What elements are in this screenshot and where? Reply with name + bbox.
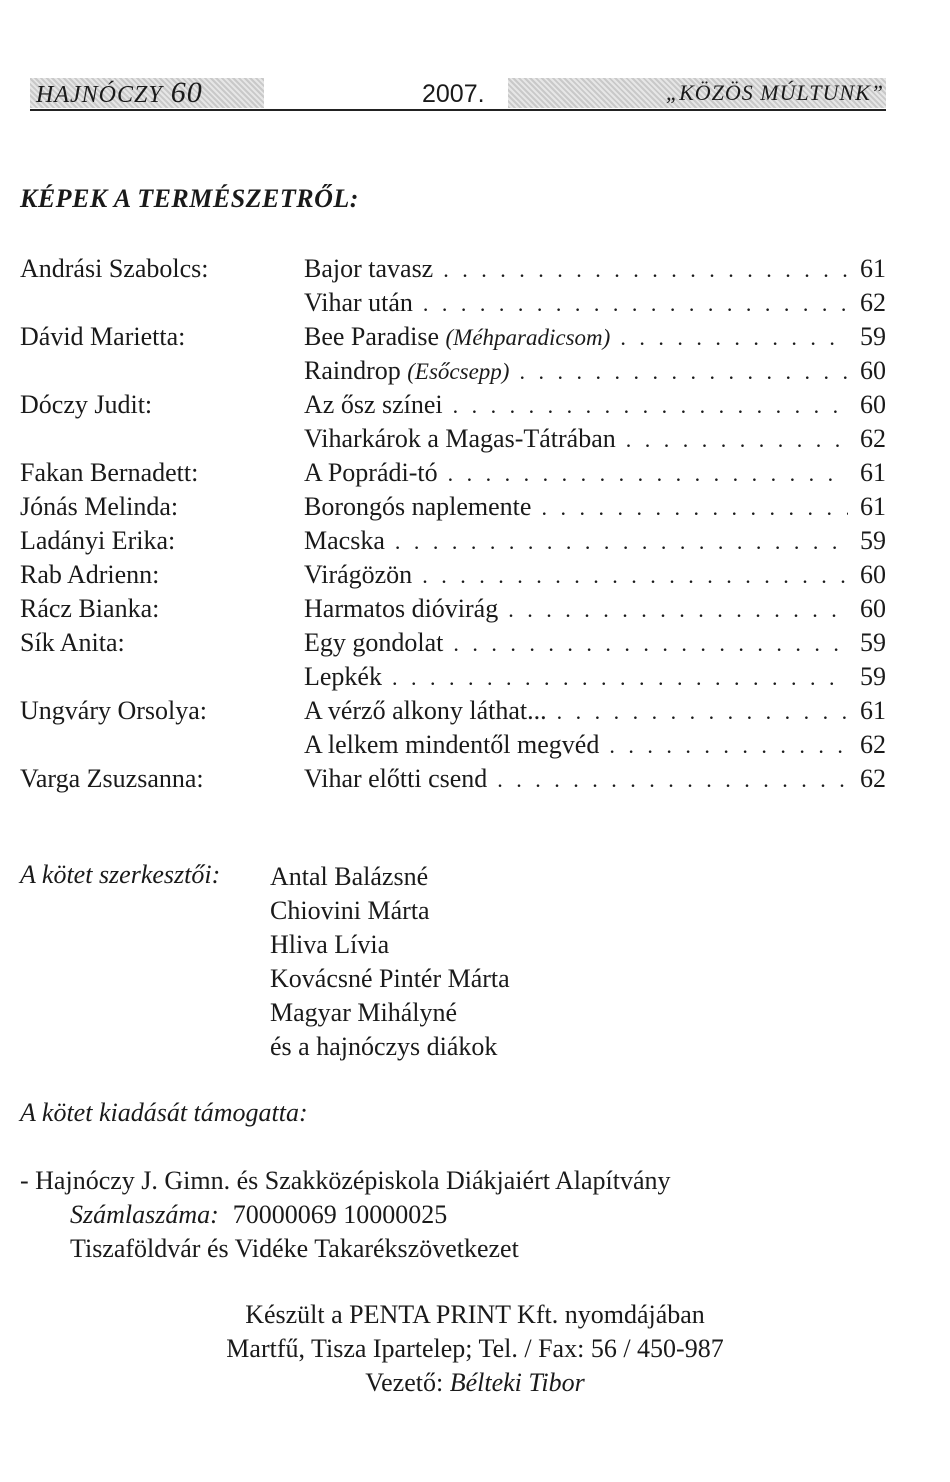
editor-name: Hliva Lívia: [270, 930, 390, 959]
toc-title-main: A vérző alkony láthat...: [304, 696, 547, 725]
toc-entry: [304, 354, 886, 389]
running-header: [30, 72, 886, 110]
editor-name: és a hajnóczys diákok: [270, 1032, 498, 1061]
toc-dot-leader: [541, 491, 848, 525]
toc-dot-leader: [626, 423, 848, 457]
toc-entry: [304, 626, 886, 661]
toc-page-number: 60: [860, 390, 886, 419]
toc-page-number: 59: [860, 526, 886, 555]
toc-title: [304, 456, 438, 490]
toc-page-number: 61: [860, 492, 886, 521]
editor-name: Magyar Mihályné: [270, 998, 458, 1027]
printer-line: Készült a PENTA PRINT Kft. nyomdájában: [245, 1300, 705, 1329]
account-label: Számlaszáma:: [70, 1200, 219, 1229]
toc-title: [304, 694, 547, 728]
toc-page-number: 62: [860, 764, 886, 793]
toc-author: Ladányi Erika:: [20, 526, 176, 555]
leader-name: Bélteki Tibor: [449, 1368, 585, 1397]
toc-page-number: 62: [860, 424, 886, 453]
toc-row: [20, 592, 886, 626]
toc-title: [304, 558, 412, 592]
toc-page-number: 61: [860, 254, 886, 283]
toc-title-main: A Poprádi-tó: [304, 458, 438, 487]
toc-title-main: A lelkem mindentől megvéd: [304, 730, 600, 759]
toc-title-main: Borongós naplemente: [304, 492, 532, 521]
toc-dot-leader: [620, 321, 848, 355]
toc-title: [304, 320, 610, 355]
toc-title-main: Egy gondolat: [304, 628, 444, 657]
toc-row: [20, 252, 886, 286]
printer-colophon: [0, 1298, 950, 1400]
toc-author: Fakan Bernadett:: [20, 458, 199, 487]
toc-entry: [304, 286, 886, 321]
editor-name: Kovácsné Pintér Márta: [270, 964, 510, 993]
toc-row: [20, 490, 886, 524]
toc-title: [304, 354, 509, 389]
toc-dot-leader: [392, 661, 848, 695]
toc-author: Rácz Bianka:: [20, 594, 160, 623]
header-year: 2007.: [422, 80, 485, 108]
toc-title-main: Vihar után: [304, 288, 413, 317]
header-school-name: [36, 76, 203, 110]
toc-dot-leader: [453, 389, 848, 423]
toc-title: [304, 252, 433, 286]
supporter-account: [20, 1198, 671, 1232]
toc-entry: [304, 252, 886, 287]
toc-page-number: 60: [860, 560, 886, 589]
editors-list: [270, 860, 510, 1064]
leader-label: Vezető:: [365, 1368, 444, 1397]
toc-title: [304, 626, 443, 660]
supporter-foundation: - Hajnóczy J. Gimn. és Szakközépiskola Diákjaiért Alapítvány: [20, 1166, 671, 1195]
toc-dot-leader: [508, 593, 848, 627]
toc-dot-leader: [423, 287, 848, 321]
toc-title-main: Bajor tavasz: [304, 254, 434, 283]
toc-title: [304, 422, 616, 456]
toc-row: [20, 728, 886, 762]
toc-author: Dávid Marietta:: [20, 322, 186, 351]
toc-page-number: 62: [860, 288, 886, 317]
header-series-title: „KÖZÖS MÚLTUNK”: [665, 80, 884, 105]
toc-entry: [304, 762, 886, 797]
toc-title: [304, 286, 413, 320]
toc-title: [304, 728, 599, 762]
toc-page-number: 59: [860, 322, 886, 351]
supporter-bank: Tiszaföldvár és Vidéke Takarékszövetkezet: [70, 1234, 519, 1263]
toc-dot-leader: [609, 729, 848, 763]
account-number: 70000069 10000025: [232, 1200, 448, 1229]
toc-row: [20, 694, 886, 728]
toc-entry: [304, 524, 886, 559]
toc-entry: [304, 490, 886, 525]
toc-title: [304, 592, 498, 626]
section-title: KÉPEK A TERMÉSZETRŐL:: [20, 184, 359, 213]
toc-page-number: 62: [860, 730, 886, 759]
supporter-block: [20, 1164, 671, 1266]
header-school-label: HAJNÓCZY: [36, 82, 163, 108]
toc-author: Ungváry Orsolya:: [20, 696, 208, 725]
toc-title-main: Az ősz színei: [304, 390, 443, 419]
toc-title-main: Macska: [304, 526, 385, 555]
toc-page-number: 61: [860, 696, 886, 725]
toc-row: [20, 558, 886, 592]
toc-author: Jónás Melinda:: [20, 492, 179, 521]
toc-entry: [304, 558, 886, 593]
toc-title-main: Lepkék: [304, 662, 382, 691]
toc-row: [20, 524, 886, 558]
editors-label: A kötet szerkesztői:: [20, 860, 221, 889]
toc-dot-leader: [448, 457, 848, 491]
table-of-contents: [20, 252, 886, 796]
printer-address: Martfű, Tisza Ipartelep; Tel. / Fax: 56 / 450-987: [226, 1334, 724, 1363]
toc-row: [20, 354, 886, 388]
toc-author: Varga Zsuzsanna:: [20, 764, 204, 793]
toc-page-number: 59: [860, 662, 886, 691]
toc-title-translation: (Esőcsepp): [407, 359, 510, 384]
toc-title: [304, 524, 385, 558]
toc-entry: [304, 728, 886, 763]
toc-page-number: 59: [860, 628, 886, 657]
toc-dot-leader: [443, 253, 848, 287]
toc-entry: [304, 422, 886, 457]
support-label: A kötet kiadását támogatta:: [20, 1098, 308, 1127]
toc-dot-leader: [497, 763, 848, 797]
toc-title-main: Harmatos dióvirág: [304, 594, 499, 623]
toc-title-main: Virágözön: [304, 560, 413, 589]
toc-dot-leader: [519, 355, 848, 389]
toc-page-number: 60: [860, 594, 886, 623]
toc-dot-leader: [395, 525, 848, 559]
toc-row: [20, 320, 886, 354]
toc-title-translation: (Méhparadicsom): [445, 325, 611, 350]
toc-author: Sík Anita:: [20, 628, 125, 657]
toc-row: [20, 660, 886, 694]
toc-row: [20, 422, 886, 456]
toc-title: [304, 490, 531, 524]
toc-dot-leader: [557, 695, 848, 729]
toc-title-main: Viharkárok a Magas-Tátrában: [304, 424, 616, 453]
toc-dot-leader: [453, 627, 848, 661]
printer-leader: [0, 1366, 950, 1400]
toc-title: [304, 660, 382, 694]
toc-author: Andrási Szabolcs:: [20, 254, 209, 283]
header-anniversary-number: 60: [170, 76, 203, 109]
toc-page-number: 60: [860, 356, 886, 385]
editor-name: Chiovini Márta: [270, 896, 430, 925]
toc-dot-leader: [422, 559, 848, 593]
toc-entry: [304, 456, 886, 491]
toc-entry: [304, 694, 886, 729]
toc-entry: [304, 592, 886, 627]
toc-row: [20, 286, 886, 320]
toc-entry: [304, 660, 886, 695]
toc-row: [20, 456, 886, 490]
toc-author: Dóczy Judit:: [20, 390, 153, 419]
toc-row: [20, 626, 886, 660]
toc-title-main: Raindrop: [304, 356, 401, 385]
toc-title-main: Bee Paradise: [304, 322, 440, 351]
toc-row: [20, 388, 886, 422]
toc-entry: [304, 320, 886, 355]
toc-title: [304, 388, 443, 422]
header-rule: [30, 109, 886, 111]
toc-entry: [304, 388, 886, 423]
toc-title-main: Vihar előtti csend: [304, 764, 488, 793]
toc-page-number: 61: [860, 458, 886, 487]
toc-title: [304, 762, 487, 796]
toc-row: [20, 762, 886, 796]
editor-name: Antal Balázsné: [270, 862, 429, 891]
toc-author: Rab Adrienn:: [20, 560, 160, 589]
